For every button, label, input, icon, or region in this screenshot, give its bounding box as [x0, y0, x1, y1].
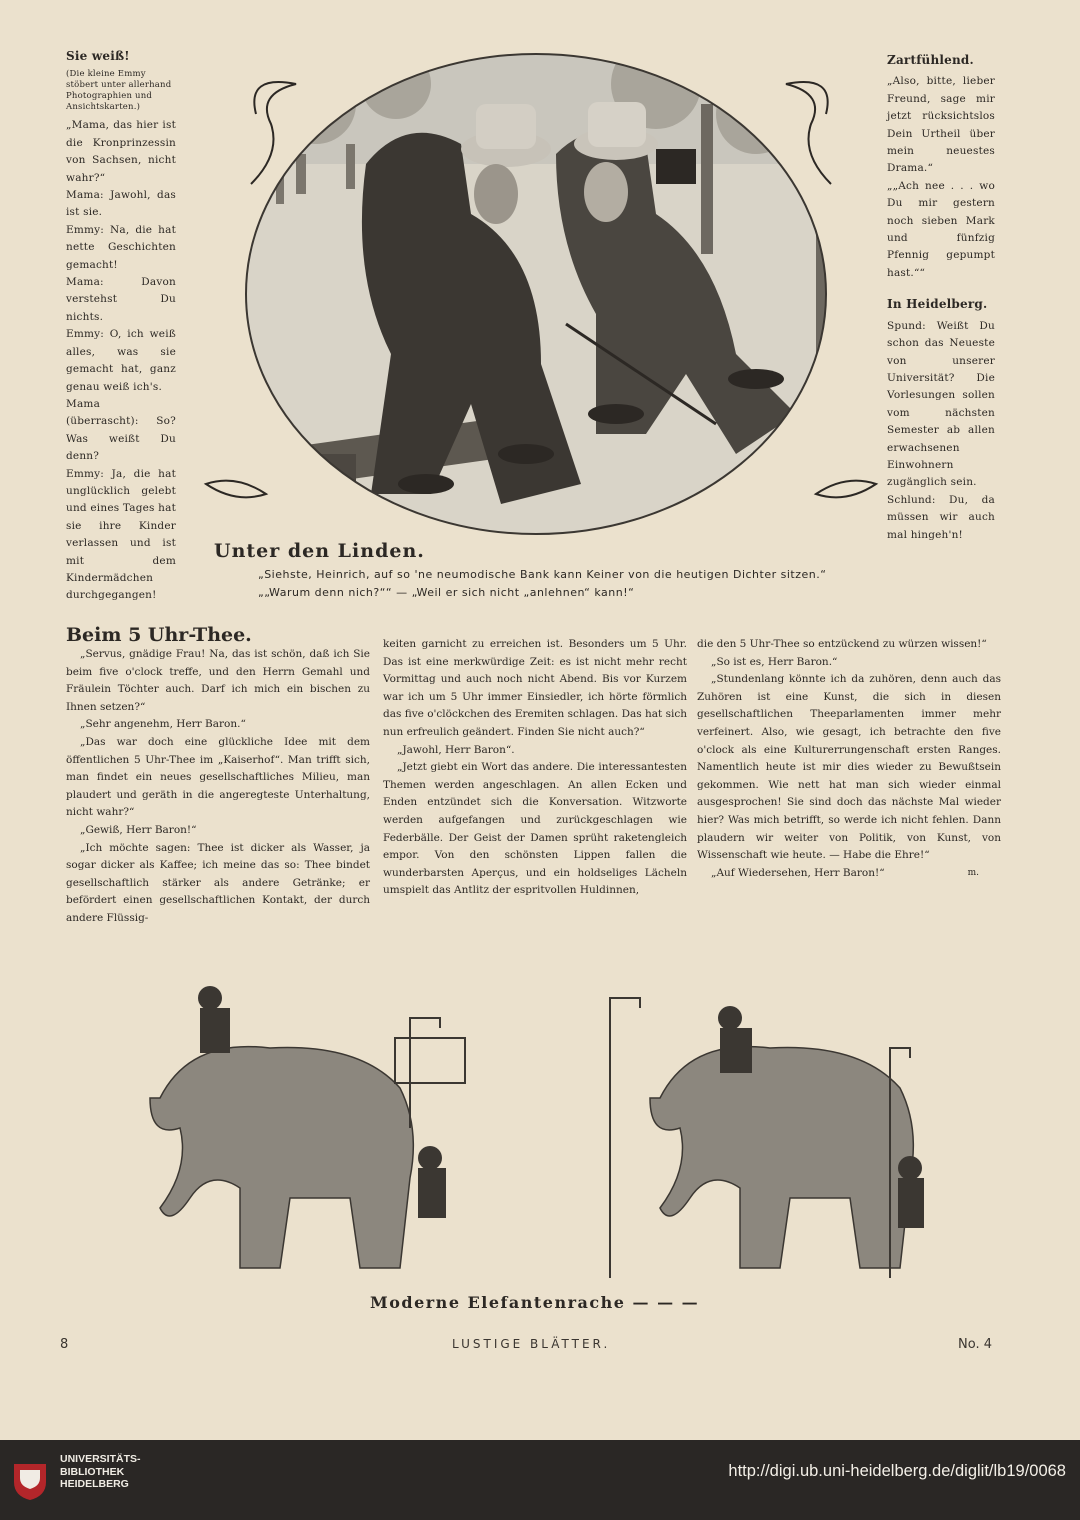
article-paragraph: „Das war doch eine glückliche Idee mit dem öffentlichen 5 Uhr-Thee im „Kaiserhof“. Man trifft sich, man findet ein neues gesellschaftliches Milieu, man plaudert und geräth in die angeregteste Unterhaltung, nicht wahr?“ — [66, 735, 370, 819]
article-paragraph: „Ich möchte sagen: Thee ist dicker als Wasser, ja sogar dicker als Kaffee; ich meine das so: Thee bindet gesellschaftlich stärker als andere Getränke; er befördert einen gesellschaftlichen Kontakt, der durch andere Flüssig- — [66, 841, 370, 924]
author-signature: m. — [967, 867, 979, 878]
article-paragraph: „Sehr angenehm, Herr Baron.“ — [80, 718, 246, 731]
left-elephant — [150, 1047, 413, 1268]
right-column-title-1: Zartfühlend. — [887, 53, 974, 67]
ornament-curl — [206, 481, 266, 498]
bench-illustration — [196, 44, 886, 564]
university-logo-icon — [10, 1458, 50, 1502]
article-closing-line: „Auf Wiedersehen, Herr Baron!“ — [711, 866, 885, 879]
article-paragraph: „So ist es, Herr Baron.“ — [711, 655, 838, 668]
article-paragraph: „Servus, gnädige Frau! Na, das ist schön, daß ich Sie beim five o'clock treffe, und den Herrn Gemahl und Fräulein Töchter auch. Darf ich mich ein bischen zu Ihnen setzen?“ — [66, 648, 370, 713]
ornament-curl — [786, 82, 831, 184]
journal-name: LUSTIGE BLÄTTER. — [452, 1337, 611, 1351]
left-column-title: Sie weiß! — [66, 49, 130, 63]
right-column-paragraph: „Also, bitte, lieber Freund, sage mir jetzt rücksichtslos Dein Urtheil über mein neuestes Drama.“ — [887, 75, 995, 175]
ornament-curl — [816, 481, 876, 498]
institution-name — [60, 1453, 141, 1491]
article-column-3 — [697, 636, 1001, 882]
permalink-url[interactable]: http://digi.ub.uni-heidelberg.de/diglit/lb19/0068 — [728, 1462, 1066, 1480]
left-column-paragraph: Mama: Jawohl, das ist sie. — [66, 189, 176, 219]
article-column-2 — [383, 636, 687, 900]
right-elephant — [650, 1047, 913, 1268]
institution-line: HEIDELBERG — [60, 1478, 129, 1490]
left-column-paragraph: Emmy: O, ich weiß alles, was sie gemacht hat, ganz genau weiß ich's. — [66, 328, 176, 393]
left-column-paragraph: Mama: Davon verstehst Du nichts. — [66, 276, 176, 323]
right-column-paragraph: Spund: Weißt Du schon das Neueste von unserer Universität? Die Vorlesungen sollen vom nächsten Semester ab allen erwachsenen Einwohnern zugänglich sein. — [887, 319, 995, 489]
article-paragraph: „Stundenlang könnte ich da zuhören, denn auch das Zuhören ist eine Kunst, die sich in diesen gesellschaftlichen Theeparlamenten immer mehr verfeinert. Also, wie gesagt, ich betrachte den five o'clock als eine Kulturerrungenschaft ersten Ranges. Namentlich heute ist mir dies wieder zu Bewußtsein gekommen. Wie nett hat man sich wieder einmal ausgesprochen! Sie sind doch das nächste Mal wieder hier? Was mich betrifft, so werde ich nicht fehlen. Dann plaudern wir weiter von Politik, von Kunst, von Wissenschaft wie heute. — Habe die Ehre!“ — [697, 673, 1001, 862]
elephant-illustration — [100, 978, 980, 1308]
right-column-title-2: In Heidelberg. — [887, 297, 988, 312]
left-column-paragraph: Emmy: Ja, die hat unglücklich gelebt und eines Tages hat sie ihre Kinder verlassen und ist mit dem Kindermädchen durchgegangen! — [66, 467, 177, 602]
illustration-caption-line-1: „Siehste, Heinrich, auf so 'ne neumodische Bank kann Keiner von die heutigen Dichter sitzen.“ — [258, 568, 827, 581]
article-paragraph: die den 5 Uhr-Thee so entzückend zu würzen wissen!“ — [697, 638, 987, 650]
illustration-caption-line-2: „„Warum denn nich?““ — „Weil er sich nicht „anlehnen“ kann!“ — [258, 586, 635, 599]
left-column-paragraph: „Mama, das hier ist die Kronprinzessin von Sachsen, nicht wahr?“ — [66, 119, 176, 184]
page-number: 8 — [60, 1337, 69, 1352]
institution-line: BIBLIOTHEK — [60, 1465, 125, 1478]
article-paragraph — [697, 865, 1001, 883]
article-paragraph: „Jawohl, Herr Baron“. — [397, 743, 515, 756]
left-column-paragraph: Emmy: Na, die hat nette Geschichten gemacht! — [66, 223, 176, 271]
article-column-1 — [66, 646, 370, 928]
right-column-paragraph: „„Ach nee . . . wo Du mir gestern noch sieben Mark und fünfzig Pfennig gepumpt hast.““ — [887, 179, 995, 279]
article-paragraph: „Gewiß, Herr Baron!“ — [80, 823, 197, 836]
issue-number: No. 4 — [958, 1337, 992, 1352]
left-column-joke — [66, 48, 176, 605]
article-paragraph: keiten garnicht zu erreichen ist. Besonders um 5 Uhr. Das ist eine merkwürdige Zeit: es ist nicht mehr recht Vormittag und auch noch nicht Abend. Bis vor Kurzem war ich um 5 Uhr immer Einsiedler, ich hörte förmlich das five o'clöckchen des Eremiten schlagen. Das hat sich nun erfreulich geändert. Finden Sie nicht auch?“ — [383, 638, 687, 738]
illustration-title: Unter den Linden. — [214, 540, 425, 562]
article-title: Beim 5 Uhr-Thee. — [66, 624, 252, 646]
elephant-caption: Moderne Elefantenrache — — — — [370, 1293, 700, 1312]
left-column-paragraph: Mama (überrascht): So? Was weißt Du denn? — [66, 397, 176, 463]
left-column-intro: (Die kleine Emmy stöbert unter allerhand Photographien und Ansichtskarten.) — [66, 69, 172, 113]
institution-line: UNIVERSITÄTS- — [60, 1453, 141, 1465]
right-column-jokes — [887, 52, 995, 544]
right-column-paragraph: Schlund: Du, da müssen wir auch mal hingeh'n! — [887, 493, 995, 541]
article-paragraph: „Jetzt giebt ein Wort das andere. Die interessantesten Themen werden angeschlagen. An allen Ecken und Enden entzündet sich die Konversation. Witzworte werden aufgefangen und zurückgeschlagen wie Federbälle. Der Geist der Damen sprüht raketengleich empor. Von den schönsten Lippen fallen die wunderbarsten Aperçus, und ein holdseliges Lächeln umspielt das Antlitz der espritvollen Huldinnen, — [383, 761, 687, 897]
